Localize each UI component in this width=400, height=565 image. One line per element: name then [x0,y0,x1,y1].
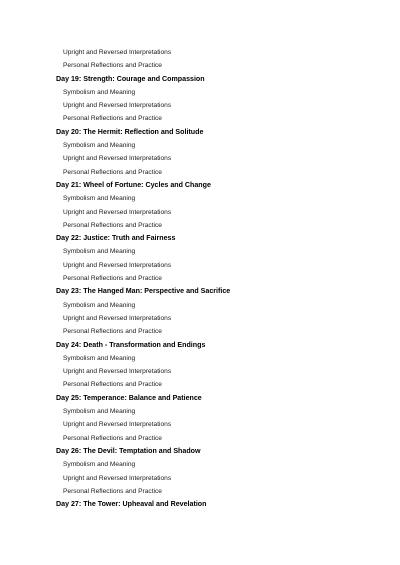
toc-subitem: Symbolism and Meaning [63,195,136,203]
toc-day-heading: Day 19: Strength: Courage and Compassion [56,74,205,83]
toc-day-heading: Day 23: The Hanged Man: Perspective and Sacrifice [56,287,231,296]
toc-subitem: Personal Reflections and Practice [63,328,162,336]
toc-list [56,46,400,511]
toc-subitem: Upright and Reversed Interpretations [63,474,172,482]
toc-subitem: Personal Reflections and Practice [63,381,162,389]
toc-subitem: Upright and Reversed Interpretations [63,314,172,322]
toc-subitem: Upright and Reversed Interpretations [63,208,172,216]
toc-subitem: Personal Reflections and Practice [63,221,162,229]
toc-subitem: Personal Reflections and Practice [63,115,162,123]
toc-subitem: Upright and Reversed Interpretations [63,261,172,269]
toc-subitem: Personal Reflections and Practice [63,275,162,283]
toc-subitem: Symbolism and Meaning [63,248,136,256]
toc-day-heading: Day 25: Temperance: Balance and Patience [56,393,202,402]
toc-subitem: Symbolism and Meaning [63,461,136,469]
toc-subitem: Symbolism and Meaning [63,408,136,416]
toc-subitem: Personal Reflections and Practice [63,487,162,495]
toc-day-heading: Day 27: The Tower: Upheaval and Revelation [56,500,207,509]
toc-subitem: Symbolism and Meaning [63,301,136,309]
toc-subitem: Upright and Reversed Interpretations [63,155,172,163]
toc-subitem: Symbolism and Meaning [63,354,136,362]
toc-day-heading: Day 22: Justice: Truth and Fairness [56,234,176,243]
toc-subitem: Personal Reflections and Practice [63,168,162,176]
toc-subitem: Symbolism and Meaning [63,142,136,150]
toc-day-heading: Day 24: Death - Transformation and Endings [56,340,206,349]
toc-day-heading: Day 26: The Devil: Temptation and Shadow [56,446,201,455]
toc-subitem: Upright and Reversed Interpretations [63,368,172,376]
toc-subitem: Upright and Reversed Interpretations [63,421,172,429]
toc-subitem: Symbolism and Meaning [63,88,136,96]
toc-day-heading: Day 21: Wheel of Fortune: Cycles and Change [56,180,211,189]
toc-subitem: Upright and Reversed Interpretations [63,49,172,56]
toc-subitem: Upright and Reversed Interpretations [63,102,172,110]
toc-day-heading: Day 20: The Hermit: Reflection and Solitude [56,127,204,136]
toc-subitem: Personal Reflections and Practice [63,62,162,70]
toc-subitem: Personal Reflections and Practice [63,434,162,442]
